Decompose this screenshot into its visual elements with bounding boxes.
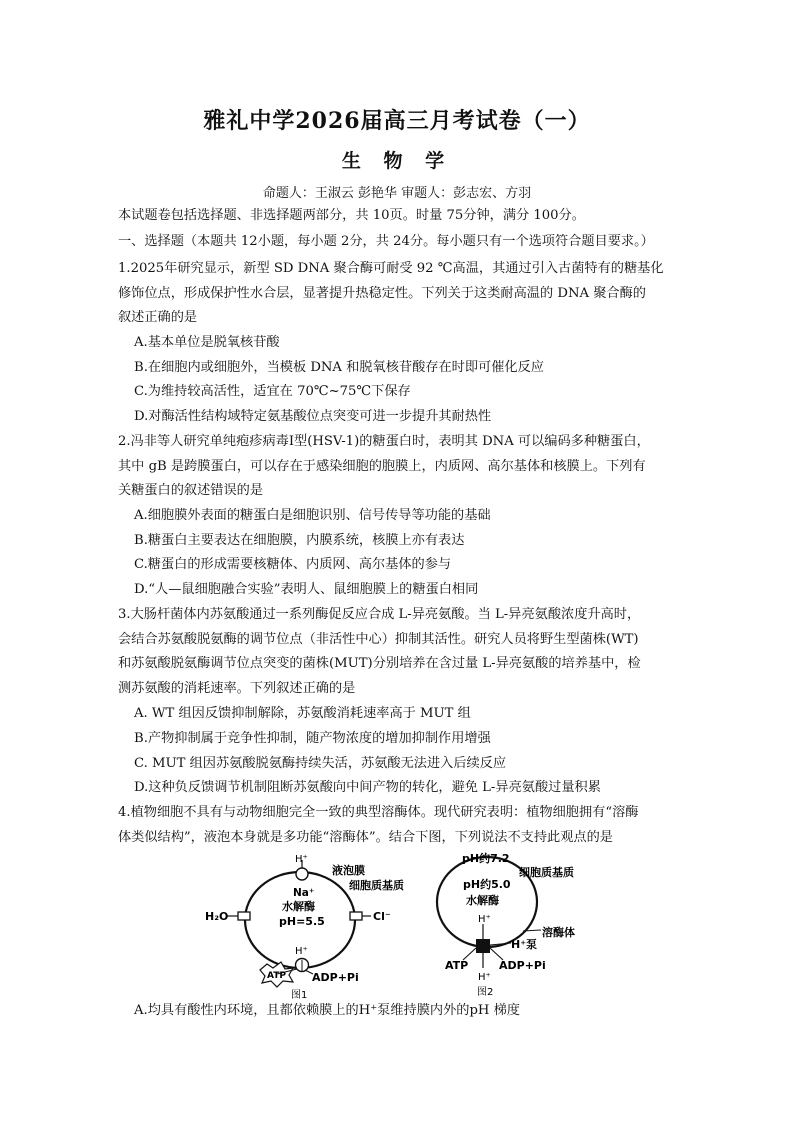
- q3-option-d: D.这种负反馈调节机制阻断苏氨酸向中间产物的转化，避免 L-异亮氨酸过量积累: [134, 780, 601, 795]
- fig2-caption: 图2: [477, 987, 494, 998]
- fig2-atp-label: ATP: [445, 959, 469, 972]
- fig1-vacuole-membrane-label: 液泡膜: [332, 864, 365, 877]
- authors-line: 命题人：王淑云 彭艳华 审题人：彭志宏、方羽: [262, 186, 532, 201]
- fig2-ph-in-label: pH约5.0: [463, 878, 511, 891]
- fig1-cytoplasm-label: 细胞质基质: [349, 879, 404, 892]
- fig1-hydrolase-label: 水解酶: [282, 900, 315, 913]
- fig2-adp-label: ADP+Pi: [499, 959, 546, 972]
- fig2-lysosome-label: 溶酶体: [542, 926, 575, 939]
- q2-option-b: B.糖蛋白主要表达在细胞膜，内膜系统，核膜上亦有表达: [134, 533, 465, 548]
- subject-title: 生 物 学: [341, 150, 453, 172]
- intro-text: 本试题卷包括选择题、非选择题两部分，共 10页。时量 75分钟，满分 100分。: [118, 208, 585, 223]
- q3-stem-line: 会结合苏氨酸脱氨酶的调节位点（非活性中心）抑制其活性。研究人员将野生型菌株(WT): [118, 632, 639, 647]
- q3-option-a: A. WT 组因反馈抑制解除，苏氨酸消耗速率高于 MUT 组: [134, 706, 471, 721]
- q2-option-c: C.糖蛋白的形成需要核糖体、内质网、高尔基体的参与: [134, 557, 452, 572]
- fig1-h-bottom-label: H⁺: [295, 946, 308, 957]
- fig1-caption: 图1: [291, 990, 308, 1001]
- q3-stem-line: 3.大肠杆菌体内苏氨酸通过一系列酶促反应合成 L-异亮氨酸。当 L-异亮氨酸浓度升高时，: [118, 607, 641, 622]
- q1-option-c: C.为维持较高活性，适宜在 70℃~75℃下保存: [134, 384, 411, 399]
- fig2-cytoplasm-label: 细胞质基质: [519, 866, 574, 879]
- figure2-lysosome: [437, 852, 575, 998]
- top-channel-icon: [296, 868, 308, 880]
- fig2-pump-label: H⁺泵: [511, 938, 538, 951]
- q2-option-a: A.细胞膜外表面的糖蛋白是细胞识别、信号传导等功能的基础: [134, 508, 491, 523]
- exam-title: 雅礼中学2026届高三月考试卷（一）: [203, 108, 591, 134]
- q1-option-b: B.在细胞内或细胞外，当模板 DNA 和脱氧核苷酸存在时即可催化反应: [134, 360, 544, 375]
- section-heading: 一、选择题（本题共 12小题，每小题 2分，共 24分。每小题只有一个选项符合题目要求。）: [118, 234, 654, 249]
- right-channel-icon: [350, 912, 362, 920]
- fig2-ph-out-label: pH约7.2: [462, 852, 510, 865]
- fig1-ph-label: pH=5.5: [279, 915, 325, 928]
- q1-stem-line: 叙述正确的是: [118, 310, 198, 325]
- vacuole-lysosome-figure: [205, 852, 605, 1002]
- fig1-h-top-label: H⁺: [295, 854, 308, 865]
- q4-option-a: A.均具有酸性内环境，且都依赖膜上的H⁺泵维持膜内外的pH 梯度: [134, 1003, 520, 1018]
- figure1-vacuole: [205, 854, 404, 1001]
- fig1-adp-label: ADP+Pi: [312, 971, 359, 984]
- fig1-atp-label: ATP: [267, 971, 287, 981]
- q1-option-a: A.基本单位是脱氧核苷酸: [134, 335, 280, 350]
- h-pump-icon: [476, 939, 490, 953]
- fig2-h-in-label: H⁺: [478, 914, 491, 925]
- fig2-hydrolase-label: 水解酶: [466, 894, 499, 907]
- q1-stem-line: 1.2025年研究显示，新型 SD DNA 聚合酶可耐受 92 ℃高温，其通过引入古菌特有的糖基化: [118, 261, 664, 276]
- q4-stem-line: 4.植物细胞不具有与动物细胞完全一致的典型溶酶体。现代研究表明：植物细胞拥有“溶酶: [118, 805, 639, 820]
- q2-stem-line: 2.冯非等人研究单纯疱疹病毒Ⅰ型(HSV-1)的糖蛋白时，表明其 DNA 可以编码多种糖蛋白，: [118, 434, 650, 449]
- q2-option-d: D.“人—鼠细胞融合实验”表明人、鼠细胞膜上的糖蛋白相同: [134, 582, 479, 597]
- left-channel-icon: [238, 912, 250, 920]
- fig1-cl-label: Cl⁻: [373, 910, 391, 923]
- q2-stem-line: 其中 gB 是跨膜蛋白，可以存在于感染细胞的胞膜上，内质网、高尔基体和核膜上。下列有: [118, 459, 646, 474]
- q3-option-b: B.产物抑制属于竞争性抑制，随产物浓度的增加抑制作用增强: [134, 731, 491, 746]
- q3-stem-line: 和苏氨酸脱氨酶调节位点突变的菌株(MUT)分别培养在含过量 L-异亮氨酸的培养基中，检: [118, 656, 641, 671]
- q4-stem-line: 体类似结构”，液泡本身就是多功能“溶酶体”。结合下图，下列说法不支持此观点的是: [118, 830, 613, 845]
- q2-stem-line: 关糖蛋白的叙述错误的是: [118, 483, 264, 498]
- q1-option-d: D.对酶活性结构域特定氨基酸位点突变可进一步提升其耐热性: [134, 409, 492, 424]
- fig1-na-label: Na⁺: [293, 887, 315, 899]
- fig2-h-out-label: H⁺: [478, 972, 491, 983]
- fig1-h2o-label: H₂O: [205, 910, 229, 923]
- q3-option-c: C. MUT 组因苏氨酸脱氨酶持续失活，苏氨酸无法进入后续反应: [134, 756, 507, 771]
- q3-stem-line: 测苏氨酸的消耗速率。下列叙述正确的是: [118, 681, 356, 696]
- q1-stem-line: 修饰位点，形成保护性水合层，显著提升热稳定性。下列关于这类耐高温的 DNA 聚合酶的: [118, 286, 646, 301]
